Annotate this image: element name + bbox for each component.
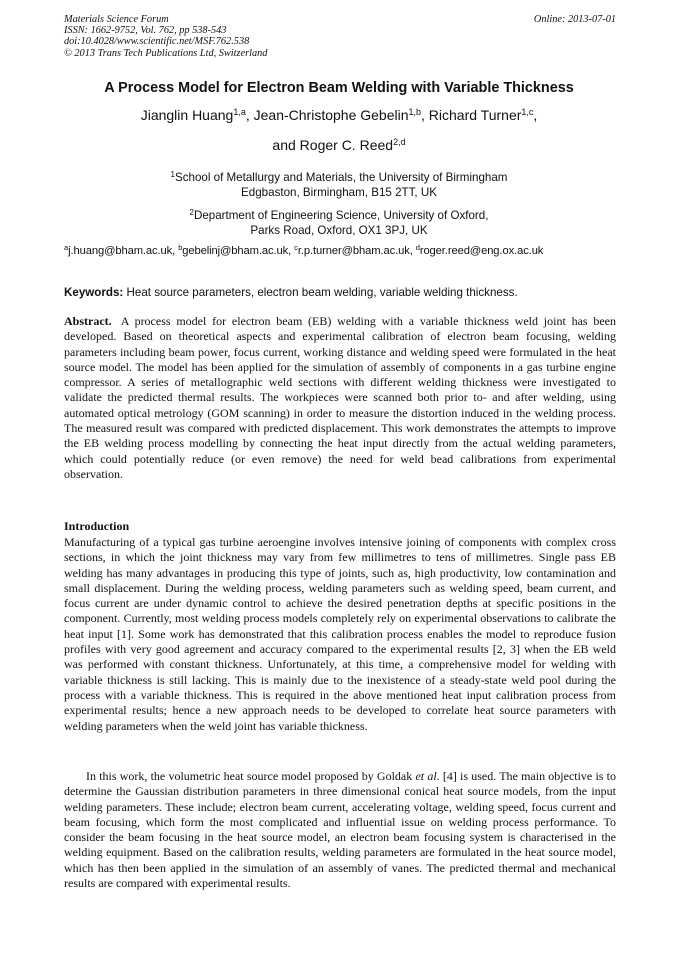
affiliation-number: 2 [189, 208, 194, 217]
paper-title: A Process Model for Electron Beam Welding with Variable Thickness [104, 80, 574, 96]
abstract-text: A process model for electron beam (EB) welding with a variable thickness weld joint has been developed. Based on theoretical aspects and experimental calibration of electron beam focusing, welding parameters including beam power, focus current, working distance and welding speed were formulated in the heat source model. The model has been applied for the simulation of assembly of components in a gas turbine engine compressor. A series of metallographic weld sections with different welding thickness were investigated to validate the predicted thermal results. The workpieces were scanned both prior to- and after welding, using automated optical metrology (GOM scanning) in order to measure the distortion induced in the welding process. The measured result was compared with predicted displacement. This work demonstrates the attempts to improve the EB welding process modelling by connecting the heat input directly from the actual welding parameters, which could potentially reduce (or even remove) the need for weld bead calibrations from experimental observation. [64, 314, 616, 481]
doi-line: doi:10.4028/www.scientific.net/MSF.762.538 [64, 36, 250, 48]
online-date: Online: 2013-07-01 [533, 14, 616, 25]
issn-line: ISSN: 1662-9752, Vol. 762, pp 538-543 [64, 25, 227, 37]
author-line-2 [40, 137, 638, 153]
author-name: Jianglin Huang [140, 107, 234, 123]
author-line-1: Jianglin Huang$^{1,a}$, Jean-Christophe Gebelin$^{1,b}$, Richard Turner$^{1,c}$, [140, 107, 538, 123]
email-link[interactable]: roger.reed@eng.ox.ac.uk [419, 245, 544, 257]
author-name: Richard Turner [428, 107, 522, 123]
affiliation-line: Edgbaston, Birmingham, B15 2TT, UK [241, 186, 437, 199]
email-link[interactable]: j.huang@bham.ac.uk [68, 245, 173, 257]
author-affiliation-mark: 1,b [408, 107, 422, 117]
section-heading-introduction: Introduction [64, 519, 130, 533]
author-affiliation-mark: 2,d [393, 137, 406, 147]
author-emails: $^a$j.huang@bham.ac.uk, $^b$gebelinj@bham.ac.uk, $^c$r.p.turner@bham.ac.uk, $^d$roger.reed@eng.ox.ac.uk [64, 243, 544, 257]
journal-name: Materials Science Forum [64, 14, 169, 25]
keywords-text: Heat source parameters, electron beam welding, variable welding thickness. [126, 286, 518, 299]
author-name: Jean-Christophe Gebelin [253, 107, 409, 123]
publication-header [64, 14, 616, 59]
author-affiliation-mark: 1,c [521, 107, 534, 117]
author-name: and Roger C. Reed [272, 137, 394, 153]
email-link[interactable]: r.p.turner@bham.ac.uk [297, 245, 410, 257]
author-affiliation-mark: 1,a [233, 107, 246, 117]
abstract [64, 314, 616, 482]
copyright-line: © 2013 Trans Tech Publications Ltd, Switzerland [64, 47, 268, 59]
email-link[interactable]: gebelinj@bham.ac.uk [182, 245, 289, 257]
keywords-label: Keywords: [64, 286, 124, 299]
abstract-label: Abstract. [64, 314, 112, 328]
keywords [64, 286, 616, 299]
introduction-paragraph-1: Manufacturing of a typical gas turbine aeroengine involves intensive joining of components with complex cross sections, in which the joint thickness may vary from few millimetres to tens of millimetres. Single pass EB welding has many advantages in producing this type of joints, such as, high productivity, low contamination and small displacement. During the welding process, welding parameters such as welding speed, beam current, and focus current are under dynamic control to achieve the desired penetration depths at specific positions in the component. Currently, most welding process models completely rely on experimental observations to calibrate the heat input [1]. Some work has demonstrated that this calibration process enables the model to reproduce fusion profiles with very good agreement and accuracy compared to the experimental results [2, 3] when the EB weld was performed with constant thickness. Unfortunately, at this time, a comprehensive model for welding with variable thickness is still lacking. This is mainly due to the inexistence of a steady-state weld pool during the process with a variable thickness. This is required in the above mentioned heat input calibration process from experimental results; hence a new approach needs to be developed to correlate heat source parameters with welding parameters when the weld joint has variable thickness. [64, 535, 616, 733]
introduction-paragraph-2: In this work, the volumetric heat source model proposed by Goldak et al. [4] is used. The main objective is to determine the Gaussian distribution parameters in three dimensional conical heat source models, from the input welding parameters. These include; electron beam current, accelerating voltage, welding speed, focus current and beam focusing, which form the most complicated and influential issue on welding process performance. To consider the beam focusing in the heat source model, an electron beam focusing system is characterised in the welding equipment. Based on the calibration results, welding parameters are formulated in the heat source model, which has then been applied in the simulation of an assembly of vanes. The predicted thermal and mechanical results are compared with experimental results. [64, 769, 616, 891]
affiliation-line: School of Metallurgy and Materials, the University of Birmingham [174, 171, 508, 184]
affiliation-line: Parks Road, Oxford, OX1 3PJ, UK [250, 224, 428, 237]
affiliation-2 [40, 208, 638, 238]
affiliation-number: 1 [170, 170, 175, 179]
affiliation-line: Department of Engineering Science, University of Oxford, [193, 209, 489, 222]
affiliation-1 [40, 170, 638, 200]
